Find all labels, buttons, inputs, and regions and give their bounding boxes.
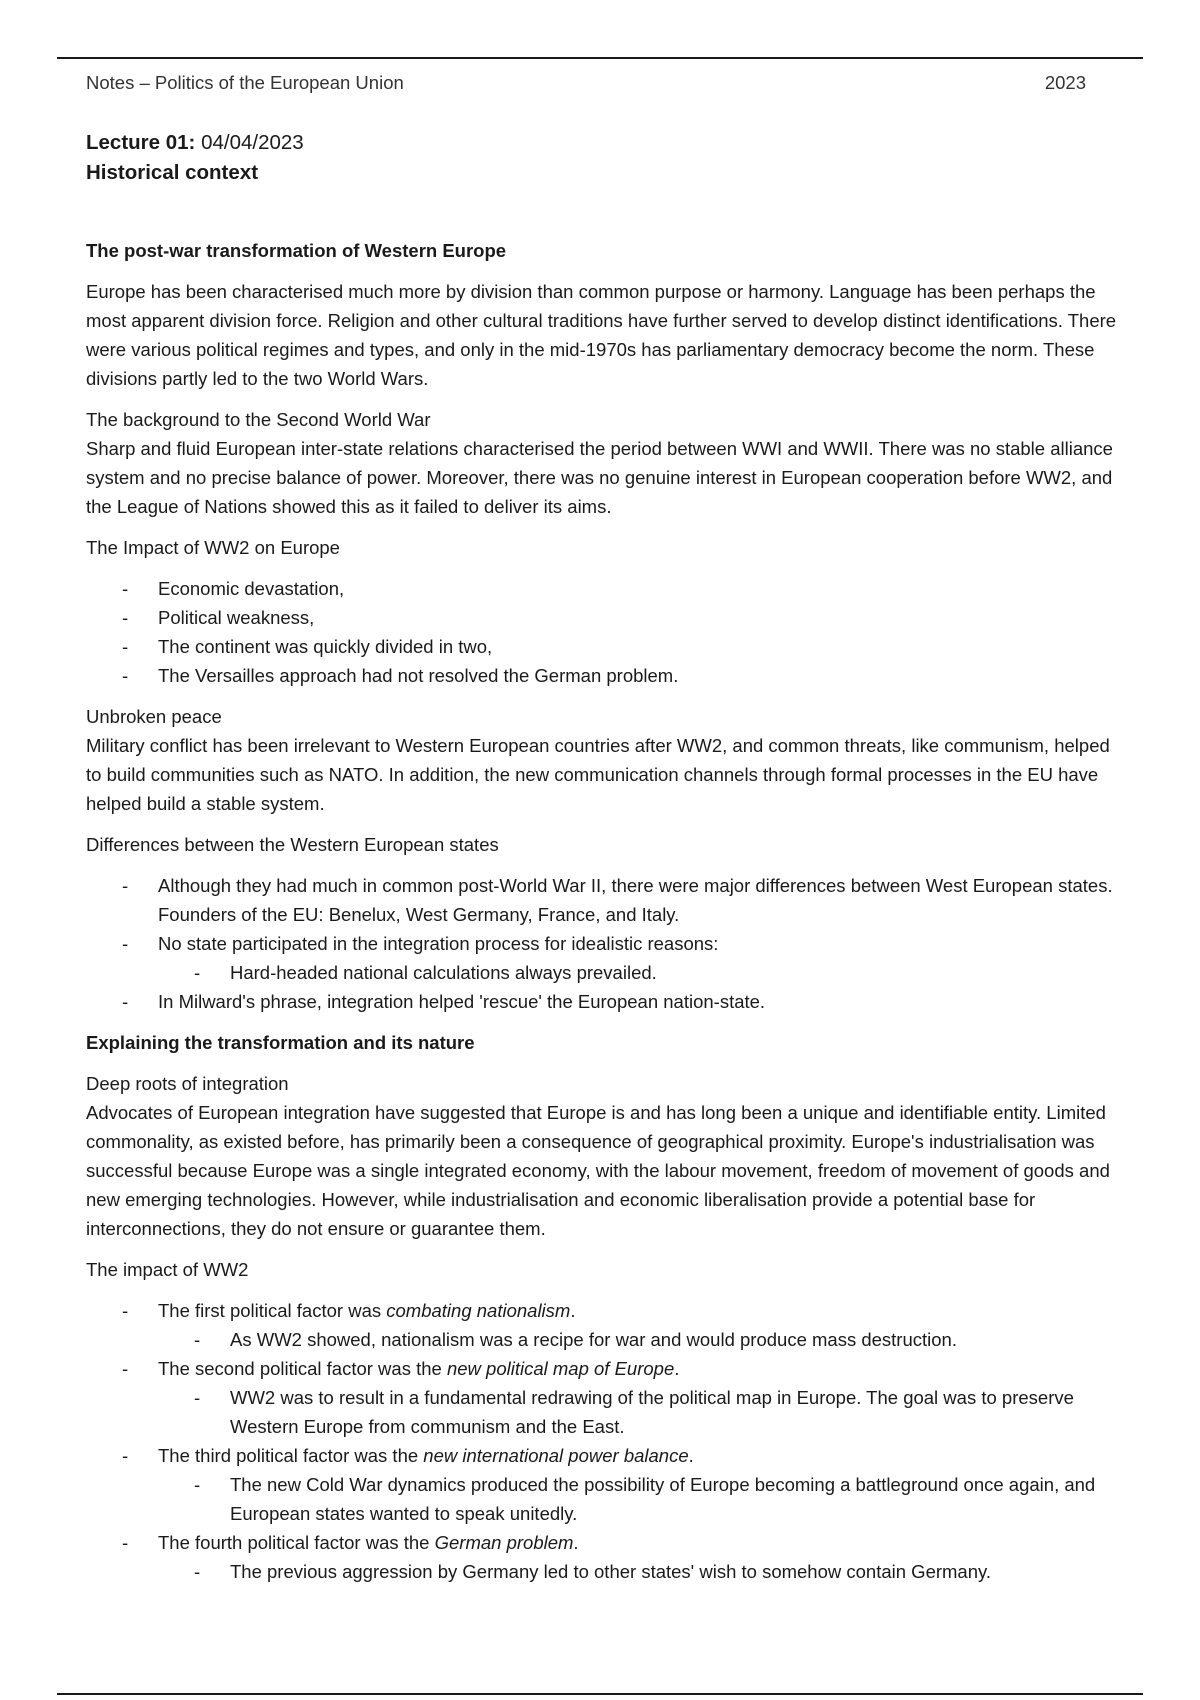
sub-list — [158, 1470, 1126, 1528]
factor-emphasis: new political map of Europe — [446, 1358, 675, 1379]
sub-list-item: - The previous aggression by Germany led to other states' wish to somehow contain Germany. — [158, 1557, 1126, 1586]
factor-emphasis: new international power balance — [423, 1445, 689, 1466]
list-item: - The Versailles approach had not resolved the German problem. — [86, 661, 1126, 690]
sub-list — [158, 1383, 1126, 1441]
factor-prefix: The fourth political factor was the — [158, 1532, 435, 1553]
factor-suffix: . — [570, 1300, 576, 1321]
factors-list — [86, 1296, 1126, 1586]
sub-list-item: - The new Cold War dynamics produced the possibility of Europe becoming a battleground once again, and European states wanted to speak unitedly. — [158, 1470, 1126, 1528]
subheading-impact-ww2: The impact of WW2 — [86, 1259, 249, 1280]
document-body — [86, 128, 1126, 1586]
sub-list — [158, 1325, 1126, 1354]
lecture-date: 04/04/2023 — [195, 131, 304, 154]
lecture-label: Lecture 01: — [86, 131, 196, 154]
header-year: 2023 — [1044, 72, 1086, 93]
subheading-differences: Differences between the Western European states — [86, 834, 499, 855]
subheading-unbroken-peace: Unbroken peace — [86, 706, 222, 727]
lecture-title: Historical context — [86, 161, 259, 184]
list-item: - Economic devastation, — [86, 574, 1126, 603]
paragraph-intro: Europe has been characterised much more by division than common purpose or harmony. Language has been perhaps the most apparent division force. Religion and other cultural traditions have further served to develop distinct identifications. There were various political regimes and types, and only in the mid-1970s has parliamentary democracy become the norm. These divisions partly led to the two World Wars. — [86, 281, 1117, 389]
list-item — [86, 929, 1126, 987]
list-item: - The continent was quickly divided in two, — [86, 632, 1126, 661]
list-item: - In Milward's phrase, integration helped 'rescue' the European nation-state. — [86, 987, 1126, 1016]
factor-emphasis: German problem — [434, 1532, 574, 1553]
top-rule — [57, 57, 1143, 59]
subheading-background: The background to the Second World War — [86, 409, 431, 430]
list-item — [86, 1528, 1126, 1586]
sub-list-item: - Hard-headed national calculations always prevailed. — [158, 958, 1126, 987]
section-heading-explaining: Explaining the transformation and its nature — [86, 1032, 475, 1053]
factor-suffix: . — [674, 1358, 680, 1379]
list-item — [86, 1354, 1126, 1441]
sub-list — [158, 958, 1126, 987]
sub-list-item: - WW2 was to result in a fundamental redrawing of the political map in Europe. The goal was to preserve Western Europe from communism and the East. — [158, 1383, 1126, 1441]
factor-emphasis: combating nationalism — [386, 1300, 571, 1321]
header-title: Notes – Politics of the European Union — [86, 72, 404, 93]
list-item-text: No state participated in the integration process for idealistic reasons: — [158, 933, 719, 954]
list-item — [86, 1441, 1126, 1528]
lecture-line — [86, 128, 1126, 158]
sub-list-item: - As WW2 showed, nationalism was a recipe for war and would produce mass destruction. — [158, 1325, 1126, 1354]
section-heading-postwar: The post-war transformation of Western Europe — [86, 240, 507, 261]
factor-prefix: The second political factor was the — [158, 1358, 447, 1379]
subheading-deep-roots: Deep roots of integration — [86, 1073, 289, 1094]
paragraph-unbroken-peace: Military conflict has been irrelevant to Western European countries after WW2, and common threats, like communism, helped to build communities such as NATO. In addition, the new communication channels through formal processes in the EU have helped build a stable system. — [86, 735, 1110, 814]
factor-prefix: The first political factor was — [158, 1300, 387, 1321]
factor-suffix: . — [573, 1532, 579, 1553]
sub-list — [158, 1557, 1126, 1586]
factor-prefix: The third political factor was the — [158, 1445, 424, 1466]
list-item — [86, 1296, 1126, 1354]
factor-suffix: . — [688, 1445, 694, 1466]
bottom-rule — [57, 1693, 1143, 1695]
differences-list — [86, 871, 1126, 1016]
list-item: - Political weakness, — [86, 603, 1126, 632]
list-item: - Although they had much in common post-World War II, there were major differences between West European states. Founders of the EU: Benelux, West Germany, France, and Italy. — [86, 871, 1126, 929]
paragraph-background: Sharp and fluid European inter-state relations characterised the period between WWI and WWII. There was no stable alliance system and no precise balance of power. Moreover, there was no genuine interest in European cooperation before WW2, and the League of Nations showed this as it failed to deliver its aims. — [86, 438, 1113, 517]
paragraph-deep-roots: Advocates of European integration have suggested that Europe is and has long been a unique and identifiable entity. Limited commonality, as existed before, has primarily been a consequence of geographical proximity. Europe's industrialisation was successful because Europe was a single integrated economy, with the labour movement, freedom of movement of goods and new emerging technologies. However, while industrialisation and economic liberalisation provide a potential base for interconnections, they do not ensure or guarantee them. — [86, 1102, 1110, 1239]
page-header — [86, 72, 1086, 94]
subheading-impact-ww2-europe: The Impact of WW2 on Europe — [86, 537, 340, 558]
impact-list — [86, 574, 1126, 690]
